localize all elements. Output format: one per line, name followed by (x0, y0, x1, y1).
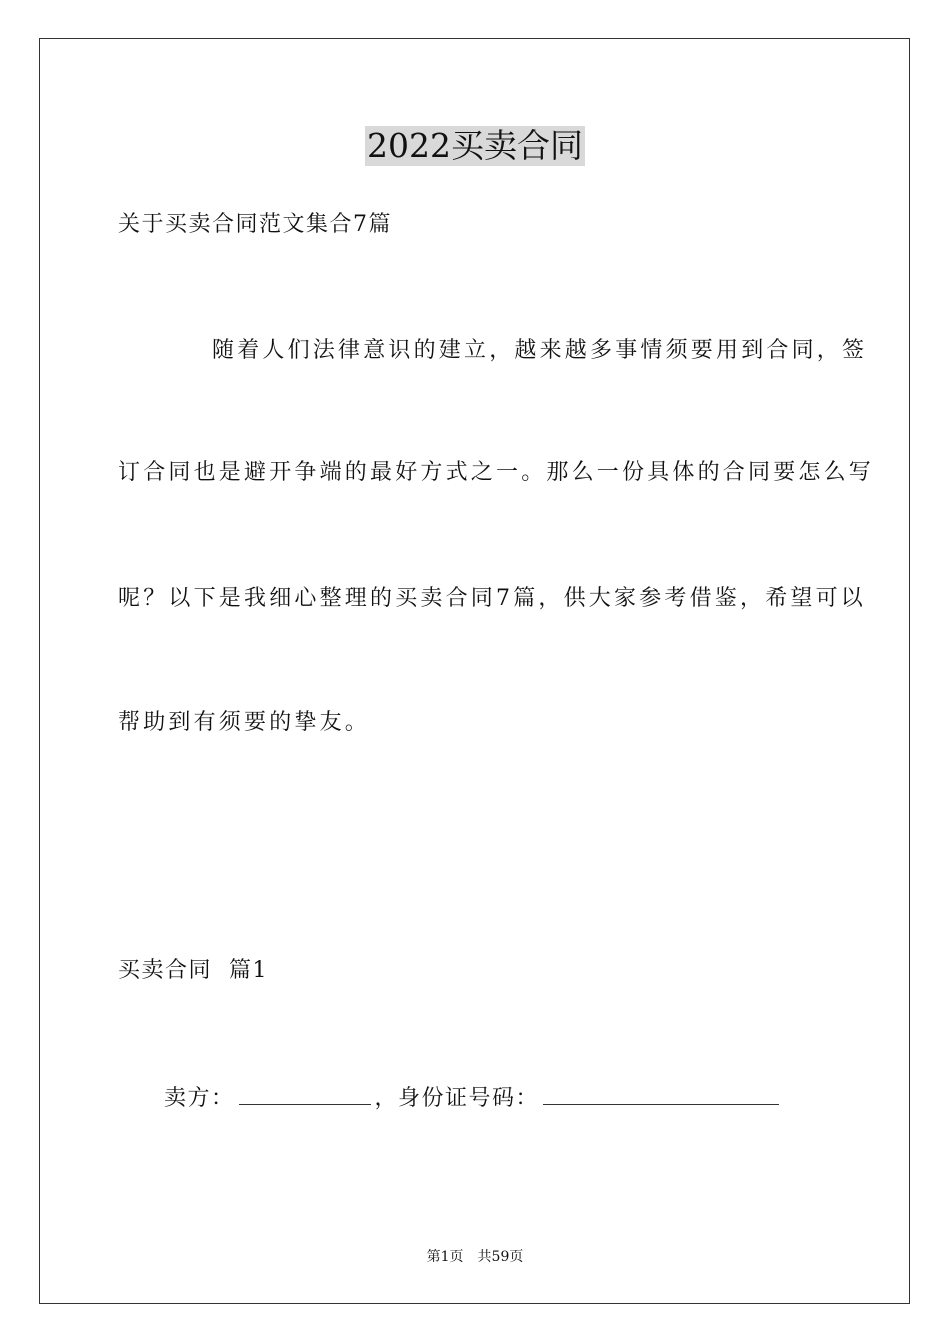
page-footer (0, 1248, 950, 1266)
page-number-current: 第1页 (426, 1249, 464, 1265)
seller-line (164, 1082, 779, 1114)
section-heading-text: 买卖合同 篇1 (118, 958, 268, 983)
id-number-label: ，身份证号码： (374, 1086, 540, 1111)
seller-name-blank (239, 1082, 371, 1105)
paragraph-line-3: 呢？以下是我细心整理的买卖合同7篇，供大家参考借鉴，希望可以 (118, 586, 866, 611)
seller-label: 卖方： (164, 1086, 235, 1111)
title-wrap (0, 126, 950, 166)
paragraph-line-1: 随着人们法律意识的建立，越来越多事情须要用到合同，签 (212, 338, 868, 363)
document-title: 2022买卖合同 (367, 126, 583, 165)
paragraph-line-4: 帮助到有须要的挚友。 (118, 710, 371, 735)
id-number-blank (543, 1082, 779, 1105)
document-subtitle: 关于买卖合同范文集合7篇 (118, 212, 392, 237)
page-number-total: 共59页 (477, 1249, 524, 1265)
paragraph-line-2: 订合同也是避开争端的最好方式之一。那么一份具体的合同要怎么写 (118, 460, 875, 485)
section-heading (118, 956, 268, 986)
